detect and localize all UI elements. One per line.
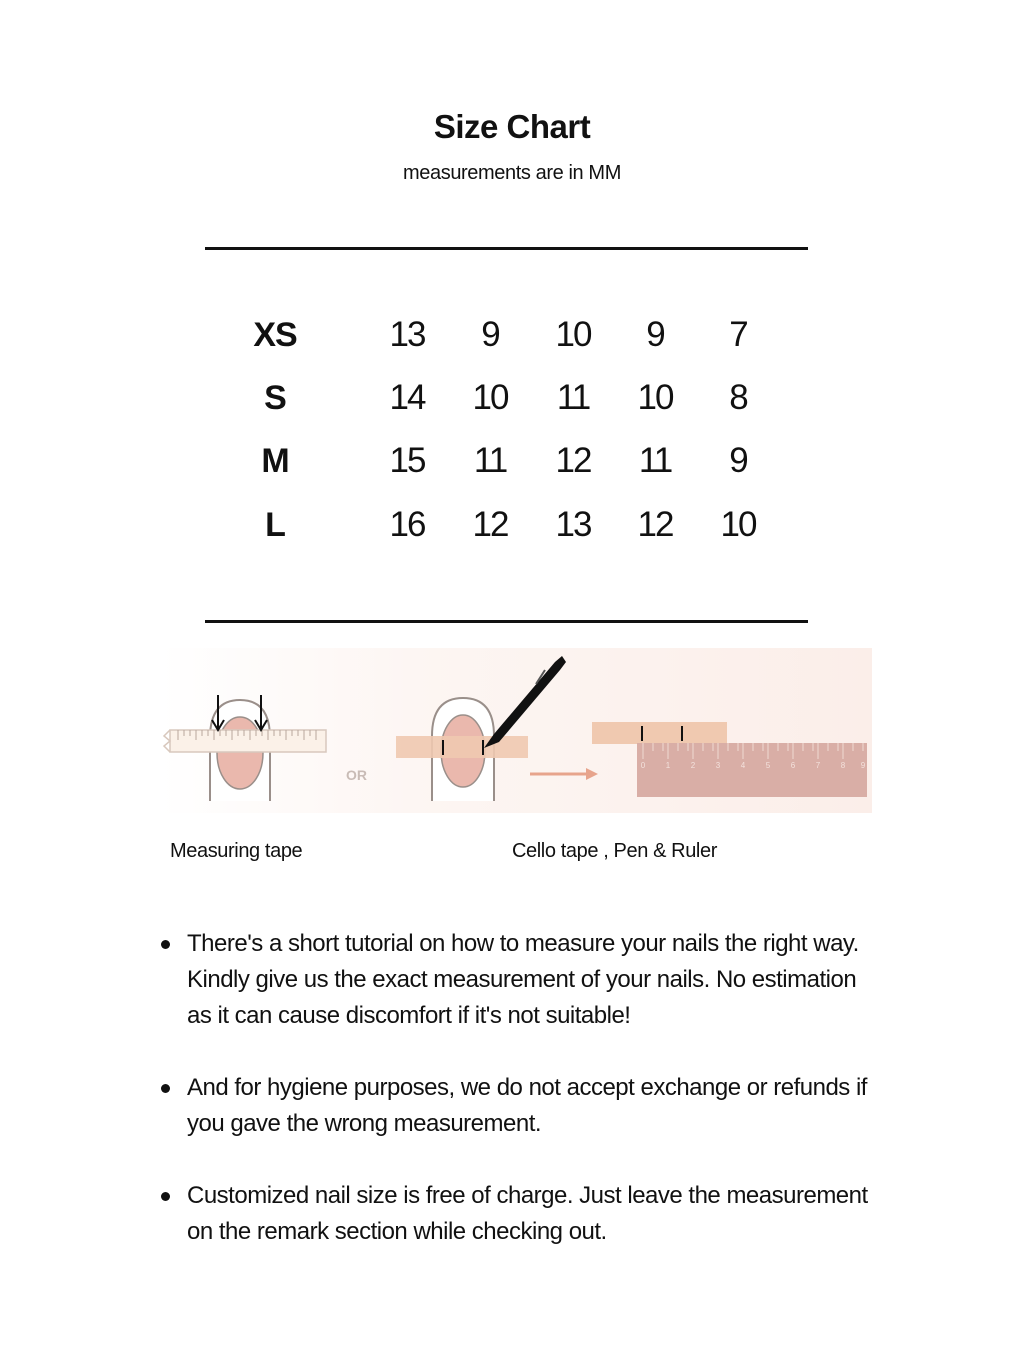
ruler-number: 5 xyxy=(765,761,771,770)
list-item xyxy=(160,926,880,1034)
ruler-number: 1 xyxy=(665,761,671,770)
table-cell: 10 xyxy=(555,315,591,354)
caption-measuring-tape: Measuring tape xyxy=(170,840,303,862)
table-cell: 8 xyxy=(729,378,747,417)
page-subtitle: measurements are in MM xyxy=(403,162,621,184)
measuring-illustration xyxy=(160,648,872,813)
bottom-divider xyxy=(205,620,808,623)
ruler-number: 3 xyxy=(715,761,721,770)
table-cell: 9 xyxy=(481,315,499,354)
ruler-number: 4 xyxy=(740,761,746,770)
table-row xyxy=(0,373,1024,423)
note-text: Customized nail size is free of charge. Just leave the measurement on the remark section while checking out. xyxy=(187,1182,868,1245)
or-label: OR xyxy=(346,767,367,783)
bullet-icon xyxy=(161,940,170,949)
caption-cello-tape: Cello tape , Pen & Ruler xyxy=(512,840,717,862)
notes-list xyxy=(160,926,880,1286)
ruler-number: 6 xyxy=(790,761,796,770)
table-cell: 11 xyxy=(638,441,672,480)
table-cell: 14 xyxy=(389,378,425,417)
table-cell: 11 xyxy=(473,441,507,480)
ruler-number: 8 xyxy=(840,761,846,770)
table-cell: 12 xyxy=(472,505,508,544)
ruler-number: 9 xyxy=(860,761,866,770)
measuring-tape xyxy=(170,730,326,752)
ruler-number: 7 xyxy=(815,761,821,770)
bullet-icon xyxy=(161,1084,170,1093)
page-title: Size Chart xyxy=(433,108,591,145)
top-divider xyxy=(205,247,808,250)
table-cell: 10 xyxy=(637,378,673,417)
nail-shape xyxy=(217,717,263,789)
table-cell: 12 xyxy=(637,505,673,544)
table-cell: 9 xyxy=(729,441,747,480)
table-cell: 10 xyxy=(472,378,508,417)
cello-tape-strip xyxy=(592,722,727,744)
size-label: S xyxy=(264,379,286,417)
list-item xyxy=(160,1070,880,1142)
ruler xyxy=(637,743,867,797)
size-label: XS xyxy=(253,316,297,354)
table-cell: 7 xyxy=(729,315,747,354)
note-text: There's a short tutorial on how to measure your nails the right way. Kindly give us the exact measurement of your nails. No estimation as it can cause discomfort if it's not suitable! xyxy=(187,930,859,1029)
table-cell: 9 xyxy=(646,315,664,354)
measuring-illustration-svg xyxy=(160,648,872,813)
bullet-icon xyxy=(161,1192,170,1201)
ruler-number: 0 xyxy=(640,761,646,770)
table-cell: 15 xyxy=(389,441,425,480)
note-text: And for hygiene purposes, we do not accept exchange or refunds if you gave the wrong measurement. xyxy=(187,1074,867,1137)
table-cell: 13 xyxy=(389,315,425,354)
ruler-number: 2 xyxy=(690,761,696,770)
size-label: L xyxy=(265,506,285,544)
table-cell: 13 xyxy=(555,505,591,544)
table-cell: 16 xyxy=(389,505,425,544)
list-item xyxy=(160,1178,880,1250)
cello-tape xyxy=(396,736,528,758)
table-row xyxy=(0,436,1024,486)
table-row xyxy=(0,310,1024,360)
table-cell: 11 xyxy=(556,378,590,417)
table-cell: 10 xyxy=(720,505,756,544)
size-label: M xyxy=(261,442,289,480)
table-cell: 12 xyxy=(555,441,591,480)
table-row xyxy=(0,500,1024,550)
